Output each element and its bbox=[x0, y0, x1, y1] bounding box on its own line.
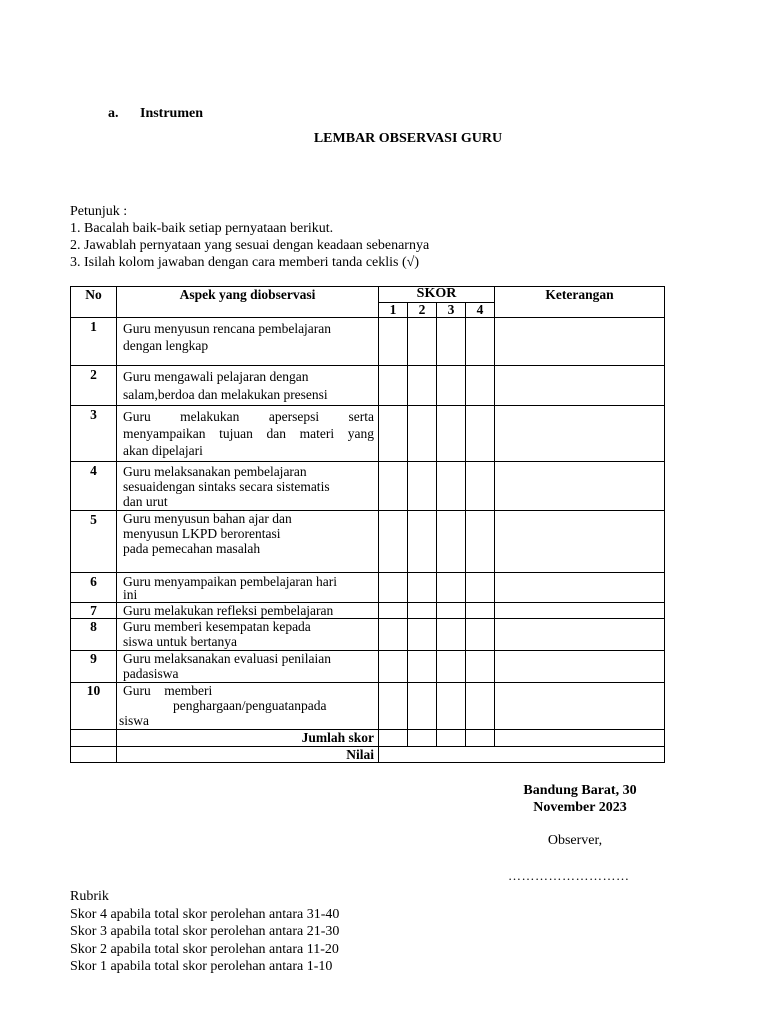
row-number: 5 bbox=[71, 511, 117, 573]
notes-cell[interactable] bbox=[495, 462, 665, 511]
score-cell-2[interactable] bbox=[408, 651, 437, 683]
score-cell-1[interactable] bbox=[379, 651, 408, 683]
header-no: No bbox=[71, 287, 117, 318]
score-cell-2[interactable] bbox=[408, 683, 437, 730]
rubric-item: Skor 1 apabila total skor perolehan antara 1-10 bbox=[70, 959, 333, 974]
score-cell-4[interactable] bbox=[466, 573, 495, 603]
score-cell-2[interactable] bbox=[408, 619, 437, 651]
table-row bbox=[71, 651, 665, 683]
signature-place-date: Bandung Barat, 30 bbox=[523, 783, 637, 798]
table-row bbox=[71, 406, 665, 462]
notes-cell[interactable] bbox=[495, 619, 665, 651]
section-title: Instrumen bbox=[140, 106, 204, 121]
table-row bbox=[71, 318, 665, 366]
aspect-line: Guru menyampaikan pembelajaran hari bbox=[123, 574, 338, 589]
score-cell-3[interactable] bbox=[437, 619, 466, 651]
rubric-item: Skor 2 apabila total skor perolehan antara 11-20 bbox=[70, 941, 339, 957]
score-cell-4[interactable] bbox=[466, 651, 495, 683]
grade-row bbox=[71, 747, 665, 763]
score-cell-4[interactable] bbox=[466, 406, 495, 462]
row-aspect bbox=[117, 683, 379, 730]
score-cell-2[interactable] bbox=[408, 406, 437, 462]
instruction-item: 1. Bacalah baik-baik setiap pernyataan berikut. bbox=[70, 221, 334, 236]
signature-blank-line: ……………………… bbox=[508, 868, 630, 883]
score-cell-4[interactable] bbox=[466, 511, 495, 573]
score-cell-4[interactable] bbox=[466, 683, 495, 730]
aspect-line: siswa untuk bertanya bbox=[123, 634, 237, 649]
total-score-cell-3[interactable] bbox=[437, 730, 466, 747]
row-number: 7 bbox=[71, 603, 117, 619]
total-row bbox=[71, 730, 665, 747]
table-row bbox=[71, 462, 665, 511]
score-cell-3[interactable] bbox=[437, 511, 466, 573]
aspect-line: pada pemecahan masalah bbox=[123, 541, 261, 556]
row-aspect bbox=[117, 462, 379, 511]
document-title: LEMBAR OBSERVASI GURU bbox=[313, 131, 503, 146]
row-number: 9 bbox=[71, 651, 117, 683]
total-notes-cell[interactable] bbox=[495, 730, 665, 747]
row-number: 2 bbox=[71, 366, 117, 406]
header-row bbox=[71, 287, 665, 303]
rubric-heading: Rubrik bbox=[70, 889, 109, 904]
score-cell-3[interactable] bbox=[437, 406, 466, 462]
score-cell-4[interactable] bbox=[466, 619, 495, 651]
header-score: SKOR bbox=[379, 287, 495, 303]
table-row bbox=[71, 511, 665, 573]
score-cell-3[interactable] bbox=[437, 462, 466, 511]
notes-cell[interactable] bbox=[495, 603, 665, 619]
score-cell-4[interactable] bbox=[466, 462, 495, 511]
table-row bbox=[71, 683, 665, 730]
score-col-1: 1 bbox=[379, 303, 408, 318]
table-row bbox=[71, 619, 665, 651]
aspect-line: dengan lengkap bbox=[123, 338, 209, 353]
aspect-line: Guru memberi bbox=[123, 683, 213, 698]
row-aspect bbox=[117, 619, 379, 651]
score-cell-1[interactable] bbox=[379, 406, 408, 462]
score-cell-3[interactable] bbox=[437, 651, 466, 683]
aspect-line: sesuaidengan sintaks secara sistematis bbox=[123, 479, 330, 494]
rubric bbox=[70, 888, 339, 976]
aspect-line: penghargaan/penguatanpada bbox=[173, 698, 327, 713]
row-number: 8 bbox=[71, 619, 117, 651]
notes-cell[interactable] bbox=[495, 318, 665, 366]
score-cell-1[interactable] bbox=[379, 683, 408, 730]
score-cell-1[interactable] bbox=[379, 573, 408, 603]
instructions bbox=[70, 203, 429, 271]
score-cell-3[interactable] bbox=[437, 366, 466, 406]
total-score-cell-4[interactable] bbox=[466, 730, 495, 747]
score-cell-1[interactable] bbox=[379, 318, 408, 366]
row-number: 1 bbox=[71, 318, 117, 366]
aspect-line: siswa bbox=[119, 713, 149, 728]
score-col-2: 2 bbox=[408, 303, 437, 318]
row-aspect bbox=[117, 603, 379, 619]
aspect-line: salam,berdoa dan melakukan presensi bbox=[123, 387, 328, 402]
score-cell-1[interactable] bbox=[379, 462, 408, 511]
signature-block bbox=[500, 782, 660, 816]
score-cell-2[interactable] bbox=[408, 462, 437, 511]
aspect-line: Guru melakukan apersepsi serta bbox=[123, 409, 374, 424]
row-aspect bbox=[117, 318, 379, 366]
row-aspect bbox=[117, 651, 379, 683]
notes-cell[interactable] bbox=[495, 573, 665, 603]
score-col-4: 4 bbox=[466, 303, 495, 318]
score-cell-1[interactable] bbox=[379, 511, 408, 573]
rubric-item: Skor 3 apabila total skor perolehan antara 21-30 bbox=[70, 924, 340, 939]
notes-cell[interactable] bbox=[495, 406, 665, 462]
notes-cell[interactable] bbox=[495, 511, 665, 573]
total-score-label: Jumlah skor bbox=[117, 730, 379, 747]
aspect-line: Guru melaksanakan pembelajaran bbox=[123, 464, 307, 479]
score-cell-2[interactable] bbox=[408, 573, 437, 603]
row-aspect bbox=[117, 406, 379, 462]
score-cell-4[interactable] bbox=[466, 318, 495, 366]
score-cell-4[interactable] bbox=[466, 603, 495, 619]
row-aspect bbox=[117, 366, 379, 406]
score-cell-3[interactable] bbox=[437, 573, 466, 603]
aspect-line: Guru melaksanakan evaluasi penilaian bbox=[123, 651, 332, 666]
table-row bbox=[71, 603, 665, 619]
row-number: 4 bbox=[71, 462, 117, 511]
signature-date: November 2023 bbox=[533, 800, 627, 815]
score-cell-1[interactable] bbox=[379, 603, 408, 619]
notes-cell[interactable] bbox=[495, 683, 665, 730]
aspect-line: Guru menyusun bahan ajar dan bbox=[123, 511, 292, 526]
row-number: 6 bbox=[71, 573, 117, 603]
score-cell-3[interactable] bbox=[437, 603, 466, 619]
aspect-line: akan dipelajari bbox=[123, 443, 203, 458]
score-cell-2[interactable] bbox=[408, 366, 437, 406]
row-number: 10 bbox=[71, 683, 117, 730]
total-score-cell-1[interactable] bbox=[379, 730, 408, 747]
aspect-line: menyusun LKPD berorentasi bbox=[123, 526, 281, 541]
aspect-line: Guru memberi kesempatan kepada bbox=[123, 619, 311, 634]
score-cell-4[interactable] bbox=[466, 366, 495, 406]
observation-table bbox=[70, 286, 665, 763]
notes-cell[interactable] bbox=[495, 366, 665, 406]
aspect-line: Guru melakukan refleksi pembelajaran bbox=[123, 603, 334, 618]
aspect-line: dan urut bbox=[123, 494, 168, 509]
signature-role: Observer, bbox=[547, 833, 603, 848]
instructions-heading: Petunjuk : bbox=[70, 204, 128, 219]
total-score-cell-2[interactable] bbox=[408, 730, 437, 747]
score-cell-1[interactable] bbox=[379, 366, 408, 406]
row-aspect bbox=[117, 573, 379, 603]
total-blank-cell bbox=[71, 730, 117, 747]
header-aspect: Aspek yang diobservasi bbox=[117, 287, 379, 318]
aspect-line: menyampaikan tujuan dan materi yang bbox=[123, 426, 374, 441]
row-number: 3 bbox=[71, 406, 117, 462]
table-row bbox=[71, 366, 665, 406]
section-marker: a. bbox=[108, 106, 119, 121]
header-notes: Keterangan bbox=[495, 287, 665, 318]
instruction-item: 2. Jawablah pernyataan yang sesuai dengan keadaan sebenarnya bbox=[70, 238, 430, 253]
instruction-item: 3. Isilah kolom jawaban dengan cara memberi tanda ceklis (√) bbox=[70, 255, 419, 270]
aspect-line: Guru mengawali pelajaran dengan bbox=[123, 369, 309, 384]
row-aspect bbox=[117, 511, 379, 573]
rubric-item: Skor 4 apabila total skor perolehan antara 31-40 bbox=[70, 906, 340, 922]
aspect-line: ini bbox=[123, 587, 138, 602]
score-cell-2[interactable] bbox=[408, 603, 437, 619]
score-cell-3[interactable] bbox=[437, 683, 466, 730]
grade-value-cell[interactable] bbox=[379, 747, 665, 763]
aspect-line: padasiswa bbox=[123, 666, 179, 681]
score-cell-1[interactable] bbox=[379, 619, 408, 651]
score-cell-3[interactable] bbox=[437, 318, 466, 366]
aspect-line: Guru menyusun rencana pembelajaran bbox=[123, 321, 332, 336]
grade-blank-cell bbox=[71, 747, 117, 763]
table-row bbox=[71, 573, 665, 603]
score-cell-2[interactable] bbox=[408, 511, 437, 573]
score-col-3: 3 bbox=[437, 303, 466, 318]
notes-cell[interactable] bbox=[495, 651, 665, 683]
score-cell-2[interactable] bbox=[408, 318, 437, 366]
grade-label: Nilai bbox=[117, 747, 379, 763]
